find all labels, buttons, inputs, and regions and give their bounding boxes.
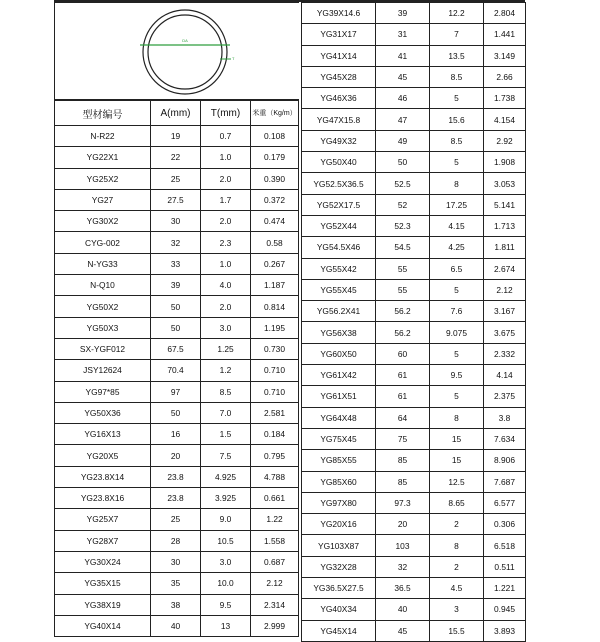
table-row xyxy=(55,296,299,317)
table-cell: 0.7 xyxy=(201,126,251,147)
table-cell: 1.738 xyxy=(484,88,526,109)
table-cell: T(mm) xyxy=(201,101,251,126)
table-cell: 4.14 xyxy=(484,365,526,386)
table-cell: 50 xyxy=(151,402,201,423)
table-row xyxy=(302,471,526,492)
table-cell: 0.58 xyxy=(251,232,299,253)
table-cell: 4.5 xyxy=(430,578,484,599)
table-cell: 8.906 xyxy=(484,450,526,471)
table-cell: N-R22 xyxy=(55,126,151,147)
table-cell: 55 xyxy=(376,258,430,279)
table-row xyxy=(55,253,299,274)
table-cell: 56.2 xyxy=(376,301,430,322)
table-cell: 0.184 xyxy=(251,424,299,445)
table-row xyxy=(302,258,526,279)
table-row xyxy=(302,450,526,471)
table-cell: 12.5 xyxy=(430,471,484,492)
table-cell: 0.795 xyxy=(251,445,299,466)
table-cell: 1.2 xyxy=(201,360,251,381)
table-cell: 55 xyxy=(376,279,430,300)
table-cell: 8.65 xyxy=(430,492,484,513)
table-cell: 1.187 xyxy=(251,275,299,296)
table-row xyxy=(302,3,526,24)
table-cell: 1.195 xyxy=(251,317,299,338)
diameter-label: DA xyxy=(182,38,188,43)
table-cell: YG25X2 xyxy=(55,168,151,189)
table-cell: 97 xyxy=(151,381,201,402)
table-cell: SX-YGF012 xyxy=(55,338,151,359)
table-cell: 25 xyxy=(151,168,201,189)
table-cell: 4.925 xyxy=(201,466,251,487)
table-row xyxy=(55,402,299,423)
table-row xyxy=(55,317,299,338)
table-cell: 36.5 xyxy=(376,578,430,599)
table-cell: 28 xyxy=(151,530,201,551)
table-row xyxy=(55,488,299,509)
table-cell: 30 xyxy=(151,551,201,572)
table-cell: YG28X7 xyxy=(55,530,151,551)
table-cell: 0.687 xyxy=(251,551,299,572)
table-cell: 3.893 xyxy=(484,620,526,641)
table-cell: JSY12624 xyxy=(55,360,151,381)
table-row xyxy=(55,424,299,445)
left-spec-table xyxy=(54,100,299,637)
table-cell: 1.811 xyxy=(484,237,526,258)
table-cell: 2.581 xyxy=(251,402,299,423)
table-cell: YG52X17.5 xyxy=(302,194,376,215)
table-cell: 7.634 xyxy=(484,428,526,449)
table-cell: 8.5 xyxy=(430,130,484,151)
table-cell: 1.5 xyxy=(201,424,251,445)
table-cell: 41 xyxy=(376,45,430,66)
table-cell: YG56X38 xyxy=(302,322,376,343)
table-row xyxy=(55,232,299,253)
table-cell: 23.8 xyxy=(151,466,201,487)
table-row xyxy=(302,365,526,386)
table-cell: YG38X19 xyxy=(55,594,151,615)
table-cell: YG40X34 xyxy=(302,599,376,620)
table-cell: YG61X51 xyxy=(302,386,376,407)
table-cell: 0.730 xyxy=(251,338,299,359)
table-cell: 2.375 xyxy=(484,386,526,407)
table-row xyxy=(55,126,299,147)
table-row xyxy=(302,237,526,258)
table-cell: 19 xyxy=(151,126,201,147)
table-cell: 50 xyxy=(151,317,201,338)
table-cell: YG52.5X36.5 xyxy=(302,173,376,194)
table-cell: 3.0 xyxy=(201,317,251,338)
table-cell: 7.0 xyxy=(201,402,251,423)
table-cell: 35 xyxy=(151,573,201,594)
table-cell: 25 xyxy=(151,509,201,530)
table-cell: YG32X28 xyxy=(302,556,376,577)
table-cell: 52.5 xyxy=(376,173,430,194)
table-cell: 52.3 xyxy=(376,215,430,236)
table-cell: YG39X14.6 xyxy=(302,3,376,24)
table-cell: 23.8 xyxy=(151,488,201,509)
table-cell: 1.0 xyxy=(201,147,251,168)
table-cell: YG56.2X41 xyxy=(302,301,376,322)
table-cell: 22 xyxy=(151,147,201,168)
table-cell: 2.12 xyxy=(251,573,299,594)
table-cell: YG50X2 xyxy=(55,296,151,317)
table-cell: YG55X42 xyxy=(302,258,376,279)
table-cell: 39 xyxy=(151,275,201,296)
table-row xyxy=(55,360,299,381)
table-cell: YG97X80 xyxy=(302,492,376,513)
table-row xyxy=(302,578,526,599)
table-cell: 5.141 xyxy=(484,194,526,215)
table-cell: 0.372 xyxy=(251,189,299,210)
table-cell: 型材编号 xyxy=(55,101,151,126)
table-cell: 12.2 xyxy=(430,3,484,24)
table-row xyxy=(302,492,526,513)
table-cell: 8 xyxy=(430,173,484,194)
table-cell: 4.0 xyxy=(201,275,251,296)
table-cell: YG97*85 xyxy=(55,381,151,402)
table-cell: N-YG33 xyxy=(55,253,151,274)
table-cell: N-Q10 xyxy=(55,275,151,296)
table-cell: YG61X42 xyxy=(302,365,376,386)
table-cell: YG47X15.8 xyxy=(302,109,376,130)
table-cell: 2.804 xyxy=(484,3,526,24)
table-row xyxy=(55,509,299,530)
table-cell: 70.4 xyxy=(151,360,201,381)
table-cell: 3.925 xyxy=(201,488,251,509)
table-cell: 2.66 xyxy=(484,66,526,87)
table-cell: 8 xyxy=(430,535,484,556)
table-cell: 3.053 xyxy=(484,173,526,194)
table-cell: YG27 xyxy=(55,189,151,210)
table-cell: 15 xyxy=(430,450,484,471)
table-cell: YG45X14 xyxy=(302,620,376,641)
table-cell: 27.5 xyxy=(151,189,201,210)
table-row xyxy=(55,466,299,487)
table-cell: YG16X13 xyxy=(55,424,151,445)
table-cell: 3.0 xyxy=(201,551,251,572)
table-cell: CYG-002 xyxy=(55,232,151,253)
table-cell: 1.0 xyxy=(201,253,251,274)
table-cell: 2.314 xyxy=(251,594,299,615)
table-row xyxy=(55,189,299,210)
table-cell: 7.687 xyxy=(484,471,526,492)
table-cell: 1.25 xyxy=(201,338,251,359)
table-cell: 75 xyxy=(376,428,430,449)
table-row xyxy=(302,301,526,322)
table-cell: 7.5 xyxy=(201,445,251,466)
table-cell: 17.25 xyxy=(430,194,484,215)
table-header-row xyxy=(55,101,299,126)
table-cell: YG30X24 xyxy=(55,551,151,572)
table-cell: 1.713 xyxy=(484,215,526,236)
table-cell: 0.945 xyxy=(484,599,526,620)
table-cell: 0.710 xyxy=(251,360,299,381)
table-cell: YG30X2 xyxy=(55,211,151,232)
table-cell: YG64X48 xyxy=(302,407,376,428)
table-cell: 46 xyxy=(376,88,430,109)
table-cell: YG31X17 xyxy=(302,24,376,45)
table-cell: 2.0 xyxy=(201,168,251,189)
table-cell: 52 xyxy=(376,194,430,215)
tube-cross-section-icon xyxy=(55,3,300,101)
table-row xyxy=(55,147,299,168)
table-cell: 0.108 xyxy=(251,126,299,147)
table-cell: 2.674 xyxy=(484,258,526,279)
table-cell: 1.221 xyxy=(484,578,526,599)
table-cell: 40 xyxy=(151,615,201,636)
table-cell: 2.999 xyxy=(251,615,299,636)
table-cell: 8.5 xyxy=(430,66,484,87)
table-cell: 61 xyxy=(376,386,430,407)
table-cell: 1.908 xyxy=(484,152,526,173)
table-cell: 2.92 xyxy=(484,130,526,151)
table-cell: 0.814 xyxy=(251,296,299,317)
table-row xyxy=(55,338,299,359)
table-cell: 103 xyxy=(376,535,430,556)
table-cell: YG55X45 xyxy=(302,279,376,300)
table-cell: 4.15 xyxy=(430,215,484,236)
table-cell: 60 xyxy=(376,343,430,364)
table-cell: 13.5 xyxy=(430,45,484,66)
table-row xyxy=(55,275,299,296)
table-row xyxy=(302,514,526,535)
table-cell: YG20X5 xyxy=(55,445,151,466)
table-cell: 0.267 xyxy=(251,253,299,274)
table-row xyxy=(55,551,299,572)
table-cell: YG40X14 xyxy=(55,615,151,636)
table-row xyxy=(302,173,526,194)
table-cell: YG22X1 xyxy=(55,147,151,168)
thickness-label: T xyxy=(232,56,235,61)
table-cell: 64 xyxy=(376,407,430,428)
table-cell: 61 xyxy=(376,365,430,386)
table-cell: 2.12 xyxy=(484,279,526,300)
table-cell: 50 xyxy=(376,152,430,173)
table-cell: 1.22 xyxy=(251,509,299,530)
table-cell: 3.167 xyxy=(484,301,526,322)
table-cell: 9.5 xyxy=(201,594,251,615)
table-cell: 10.5 xyxy=(201,530,251,551)
table-cell: 6.518 xyxy=(484,535,526,556)
table-cell: 3.675 xyxy=(484,322,526,343)
table-cell: 6.577 xyxy=(484,492,526,513)
right-spec-table xyxy=(301,2,526,642)
table-row xyxy=(55,168,299,189)
table-row xyxy=(302,215,526,236)
table-cell: 13 xyxy=(201,615,251,636)
table-cell: 9.075 xyxy=(430,322,484,343)
table-row xyxy=(302,45,526,66)
table-cell: YG103X87 xyxy=(302,535,376,556)
table-cell: YG45X28 xyxy=(302,66,376,87)
table-cell: 1.7 xyxy=(201,189,251,210)
table-cell: 49 xyxy=(376,130,430,151)
table-row xyxy=(302,88,526,109)
table-cell: YG36.5X27.5 xyxy=(302,578,376,599)
table-cell: 15.5 xyxy=(430,620,484,641)
table-row xyxy=(302,535,526,556)
table-cell: 2.0 xyxy=(201,296,251,317)
table-cell: 1.441 xyxy=(484,24,526,45)
table-cell: 7.6 xyxy=(430,301,484,322)
table-row xyxy=(55,530,299,551)
table-row xyxy=(55,381,299,402)
table-cell: 2 xyxy=(430,556,484,577)
table-cell: YG75X45 xyxy=(302,428,376,449)
table-cell: 32 xyxy=(376,556,430,577)
table-cell: 0.474 xyxy=(251,211,299,232)
table-cell: YG50X3 xyxy=(55,317,151,338)
table-cell: 32 xyxy=(151,232,201,253)
table-cell: 2.0 xyxy=(201,211,251,232)
table-cell: 67.5 xyxy=(151,338,201,359)
table-cell: 6.5 xyxy=(430,258,484,279)
table-cell: YG52X44 xyxy=(302,215,376,236)
table-row xyxy=(302,556,526,577)
table-cell: 3.149 xyxy=(484,45,526,66)
table-cell: 3.8 xyxy=(484,407,526,428)
table-row xyxy=(302,343,526,364)
table-cell: 3 xyxy=(430,599,484,620)
table-row xyxy=(55,445,299,466)
table-row xyxy=(302,279,526,300)
table-cell: 97.3 xyxy=(376,492,430,513)
table-row xyxy=(302,620,526,641)
table-cell: 2 xyxy=(430,514,484,535)
table-cell: 20 xyxy=(151,445,201,466)
table-cell: 45 xyxy=(376,66,430,87)
table-cell: 9.0 xyxy=(201,509,251,530)
table-cell: 54.5 xyxy=(376,237,430,258)
table-cell: YG50X36 xyxy=(55,402,151,423)
table-cell: YG35X15 xyxy=(55,573,151,594)
table-row xyxy=(302,109,526,130)
table-cell: 4.25 xyxy=(430,237,484,258)
table-cell: 50 xyxy=(151,296,201,317)
table-row xyxy=(55,211,299,232)
table-cell: YG85X60 xyxy=(302,471,376,492)
table-row xyxy=(302,130,526,151)
table-cell: 0.306 xyxy=(484,514,526,535)
table-cell: 16 xyxy=(151,424,201,445)
table-cell: 5 xyxy=(430,343,484,364)
table-cell: 2.3 xyxy=(201,232,251,253)
table-row xyxy=(302,407,526,428)
table-cell: 5 xyxy=(430,386,484,407)
table-row xyxy=(302,386,526,407)
table-cell: 39 xyxy=(376,3,430,24)
table-cell: 30 xyxy=(151,211,201,232)
table-cell: 4.154 xyxy=(484,109,526,130)
table-cell: YG85X55 xyxy=(302,450,376,471)
table-cell: YG46X36 xyxy=(302,88,376,109)
table-cell: 0.710 xyxy=(251,381,299,402)
table-cell: 0.661 xyxy=(251,488,299,509)
table-cell: 20 xyxy=(376,514,430,535)
table-row xyxy=(302,152,526,173)
table-cell: 5 xyxy=(430,279,484,300)
table-cell: 5 xyxy=(430,152,484,173)
table-cell: 45 xyxy=(376,620,430,641)
table-cell: 0.511 xyxy=(484,556,526,577)
table-cell: 0.179 xyxy=(251,147,299,168)
table-cell: 56.2 xyxy=(376,322,430,343)
table-cell: 5 xyxy=(430,88,484,109)
table-cell: 47 xyxy=(376,109,430,130)
table-cell: 85 xyxy=(376,450,430,471)
table-row xyxy=(302,194,526,215)
table-cell: 15 xyxy=(430,428,484,449)
table-cell: 4.788 xyxy=(251,466,299,487)
profile-diagram xyxy=(54,2,299,100)
table-cell: A(mm) xyxy=(151,101,201,126)
table-cell: YG54.5X46 xyxy=(302,237,376,258)
table-row xyxy=(302,599,526,620)
table-cell: YG49X32 xyxy=(302,130,376,151)
table-row xyxy=(302,428,526,449)
table-row xyxy=(302,24,526,45)
table-cell: YG60X50 xyxy=(302,343,376,364)
table-cell: 2.332 xyxy=(484,343,526,364)
table-cell: 85 xyxy=(376,471,430,492)
table-cell: YG41X14 xyxy=(302,45,376,66)
table-row xyxy=(55,594,299,615)
table-cell: 8.5 xyxy=(201,381,251,402)
table-cell: YG23.8X14 xyxy=(55,466,151,487)
table-cell: 8 xyxy=(430,407,484,428)
table-row xyxy=(55,573,299,594)
table-row xyxy=(302,66,526,87)
table-cell: YG20X16 xyxy=(302,514,376,535)
table-row xyxy=(302,322,526,343)
table-cell: 7 xyxy=(430,24,484,45)
table-cell: YG23.8X16 xyxy=(55,488,151,509)
table-cell: 9.5 xyxy=(430,365,484,386)
table-cell: 10.0 xyxy=(201,573,251,594)
table-cell: 40 xyxy=(376,599,430,620)
table-cell: 0.390 xyxy=(251,168,299,189)
table-cell: 38 xyxy=(151,594,201,615)
table-cell: YG50X40 xyxy=(302,152,376,173)
table-cell: 31 xyxy=(376,24,430,45)
table-cell: YG25X7 xyxy=(55,509,151,530)
table-cell: 33 xyxy=(151,253,201,274)
table-cell: 米重（Kg/m） xyxy=(251,101,299,126)
table-cell: 1.558 xyxy=(251,530,299,551)
table-cell: 15.6 xyxy=(430,109,484,130)
table-row xyxy=(55,615,299,636)
